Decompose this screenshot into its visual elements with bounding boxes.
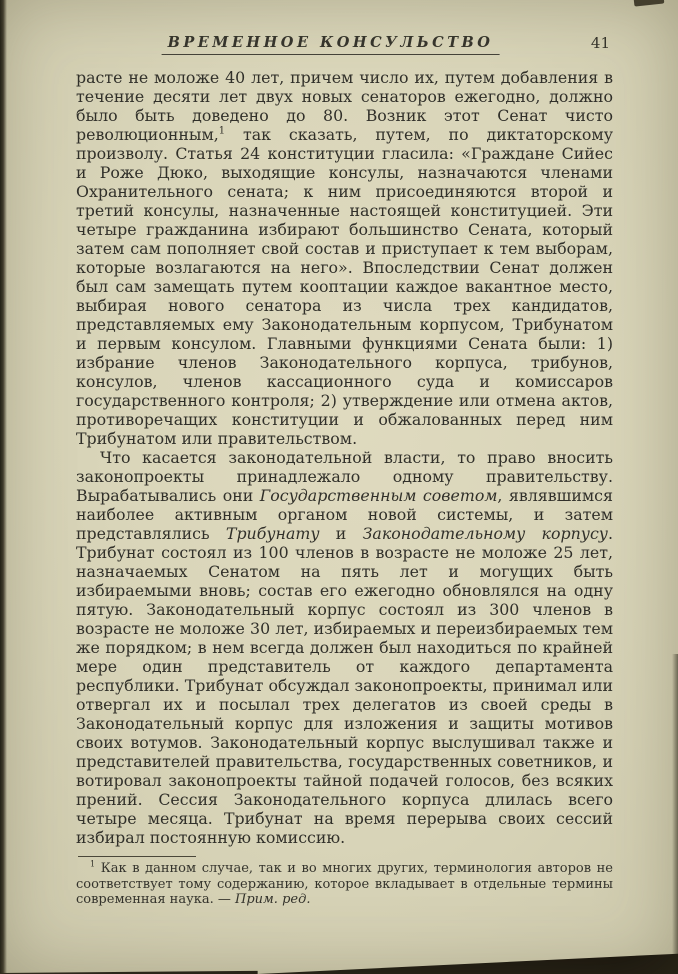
running-title: ВРЕМЕННОЕ КОНСУЛЬСТВО (162, 34, 500, 55)
paragraph: расте не моложе 40 лет, причем число их, путем добавления в течение десяти лет двух новых сенаторов ежегодно, должно было быть доведено до 80. Возник этот Сенат чисто революционным,$^1$ так сказать, путем, по диктаторскому произволу. Статья 24 конституции гласила: «Граждане Сийес и Роже Дюко, выходящие консулы, назначаются членами Охранительного сената; к ним присоединяются второй и третий консулы, назначенные настоящей конституцией. Эти четыре гражданина избирают большинство Сената, который затем сам пополняет свой состав и приступает к тем выборам, которые возлагаются на него». Впоследствии Сенат должен был сам замещать путем кооптации каждое вакантное место, выбирая нового сенатора из числа трех кандидатов, представляемых ему Законодательным корпусом, Трибунатом и первым консулом. Главными функциями Сената были: 1) избрание членов Законодательного корпуса, трибунов, консулов, членов кассационного суда и комиссаров государственного контроля; 2) утверждение или отмена актов, противоречащих конституции и обжалованных перед ним Трибунатом или правительством. (76, 68, 613, 448)
footnote (76, 861, 613, 908)
footnote-text: $^1$ Как в данном случае, так и во многих других, терминология авторов не соответствует тому содержанию, которое вкладывает в отдельные термины современная наука. — Прим. ред. (76, 859, 613, 907)
paragraph: Что касается законодательной власти, то право вносить законопроекты принадлежало одному правительству. Вырабатывались они Государственным советом, являвшимся наиболее активным органом новой системы, и затем представлялись Трибунату и Законодательному корпусу. Трибунат состоял из 100 членов в возрасте не моложе 25 лет, назначаемых Сенатом на пять лет и могущих быть избираемыми вновь; состав его ежегодно обновлялся на одну пятую. Законодательный корпус состоял из 300 членов в возрасте не моложе 30 лет, избираемых и переизбираемых тем же порядком; в нем всегда должен был находиться по крайней мере один представитель от каждого департамента республики. Трибунат обсуждал законопроекты, принимал или отвергал их и посылал трех делегатов из своей среды в Законодательный корпус для изложения и защиты мотивов своих вотумов. Законодательный корпус выслушивал также и представителей правительства, государственных советников, и вотировал законопроекты тайной подачей голосов, без всяких прений. Сессия Законодательного корпуса длилась всего четыре месяца. Трибунат на время перерыва своих сессий избирал постоянную комиссию. (76, 448, 613, 847)
scan-edge-right-shadow (672, 654, 678, 974)
footnote-rule (78, 856, 196, 857)
scan-edge-left (0, 0, 7, 974)
body-text (76, 68, 613, 850)
page-number: 41 (590, 34, 610, 52)
page-header (76, 34, 612, 58)
scan-edge-bottom-shadow (0, 948, 678, 974)
scan-corner-mark (634, 0, 665, 7)
